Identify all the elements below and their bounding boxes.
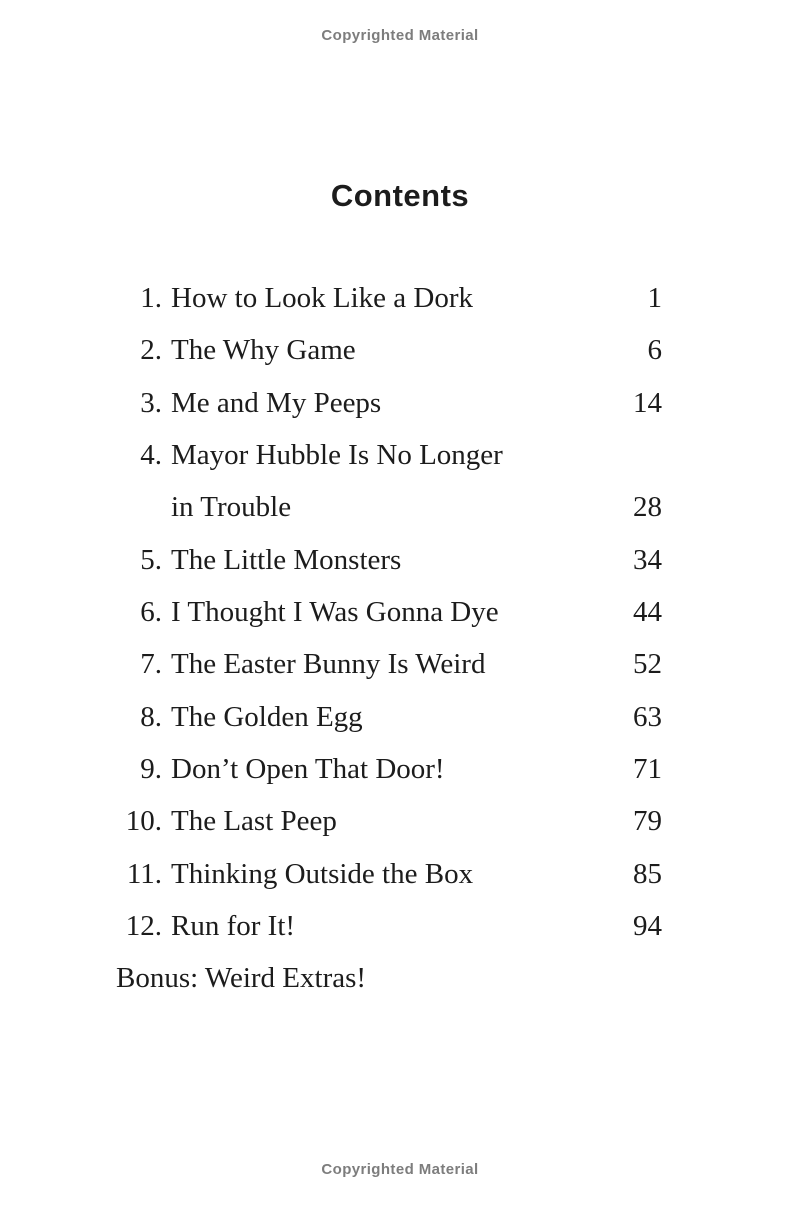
chapter-title: Mayor Hubble Is No Longer — [171, 439, 503, 472]
table-of-contents — [116, 272, 662, 1005]
chapter-page-number: 34 — [633, 543, 662, 576]
chapter-title: The Why Game — [171, 334, 356, 367]
toc-entry — [116, 324, 662, 376]
toc-entry — [116, 691, 662, 743]
copyright-notice-top: Copyrighted Material — [321, 27, 479, 44]
toc-entry — [116, 638, 662, 690]
copyright-notice-bottom: Copyrighted Material — [321, 1161, 479, 1178]
chapter-title: Me and My Peeps — [171, 386, 382, 419]
chapter-page-number: 94 — [633, 910, 662, 943]
chapter-number: 2. — [140, 334, 162, 367]
chapter-page-number: 63 — [633, 700, 662, 733]
chapter-number: 5. — [140, 543, 162, 576]
toc-entry-continuation — [116, 481, 662, 533]
chapter-number: 8. — [140, 700, 162, 733]
chapter-number: 10. — [125, 805, 162, 838]
toc-entry — [116, 848, 662, 900]
chapter-page-number: 79 — [633, 805, 662, 838]
chapter-number: 12. — [125, 910, 162, 943]
toc-entry — [116, 272, 662, 324]
toc-entry-bonus — [116, 952, 662, 1004]
chapter-number: 3. — [140, 386, 162, 419]
chapter-number: 11. — [126, 857, 162, 890]
contents-heading: Contents — [330, 178, 470, 213]
chapter-page-number: 52 — [633, 648, 662, 681]
chapter-title: How to Look Like a Dork — [171, 282, 474, 314]
toc-entry — [116, 795, 662, 847]
chapter-page-number: 6 — [647, 334, 662, 367]
chapter-title: The Last Peep — [171, 805, 337, 838]
toc-entry — [116, 900, 662, 952]
chapter-title: I Thought I Was Gonna Dye — [171, 596, 499, 629]
chapter-page-number: 44 — [633, 596, 662, 629]
chapter-title: Run for It! — [171, 910, 296, 943]
chapter-page-number: 14 — [633, 386, 662, 419]
chapter-title: The Golden Egg — [171, 700, 363, 733]
toc-entry — [116, 377, 662, 429]
chapter-number: 1. — [140, 282, 162, 314]
chapter-title: Thinking Outside the Box — [171, 857, 474, 890]
toc-entry — [116, 586, 662, 638]
chapter-title: The Easter Bunny Is Weird — [171, 648, 486, 681]
toc-entry — [116, 534, 662, 586]
chapter-title: Don’t Open That Door! — [171, 753, 445, 786]
chapter-title: in Trouble — [171, 491, 292, 524]
chapter-number: 9. — [140, 753, 162, 786]
chapter-page-number: 71 — [633, 753, 662, 786]
chapter-page-number: 28 — [633, 491, 662, 524]
toc-entry — [116, 429, 662, 481]
toc-entry — [116, 743, 662, 795]
chapter-title: The Little Monsters — [171, 543, 402, 576]
chapter-number: 7. — [140, 648, 162, 681]
chapter-number: 4. — [140, 439, 162, 472]
chapter-number: 6. — [140, 596, 162, 629]
bonus-title: Bonus: Weird Extras! — [116, 962, 367, 995]
chapter-page-number: 85 — [633, 857, 662, 890]
chapter-page-number: 1 — [647, 282, 662, 314]
